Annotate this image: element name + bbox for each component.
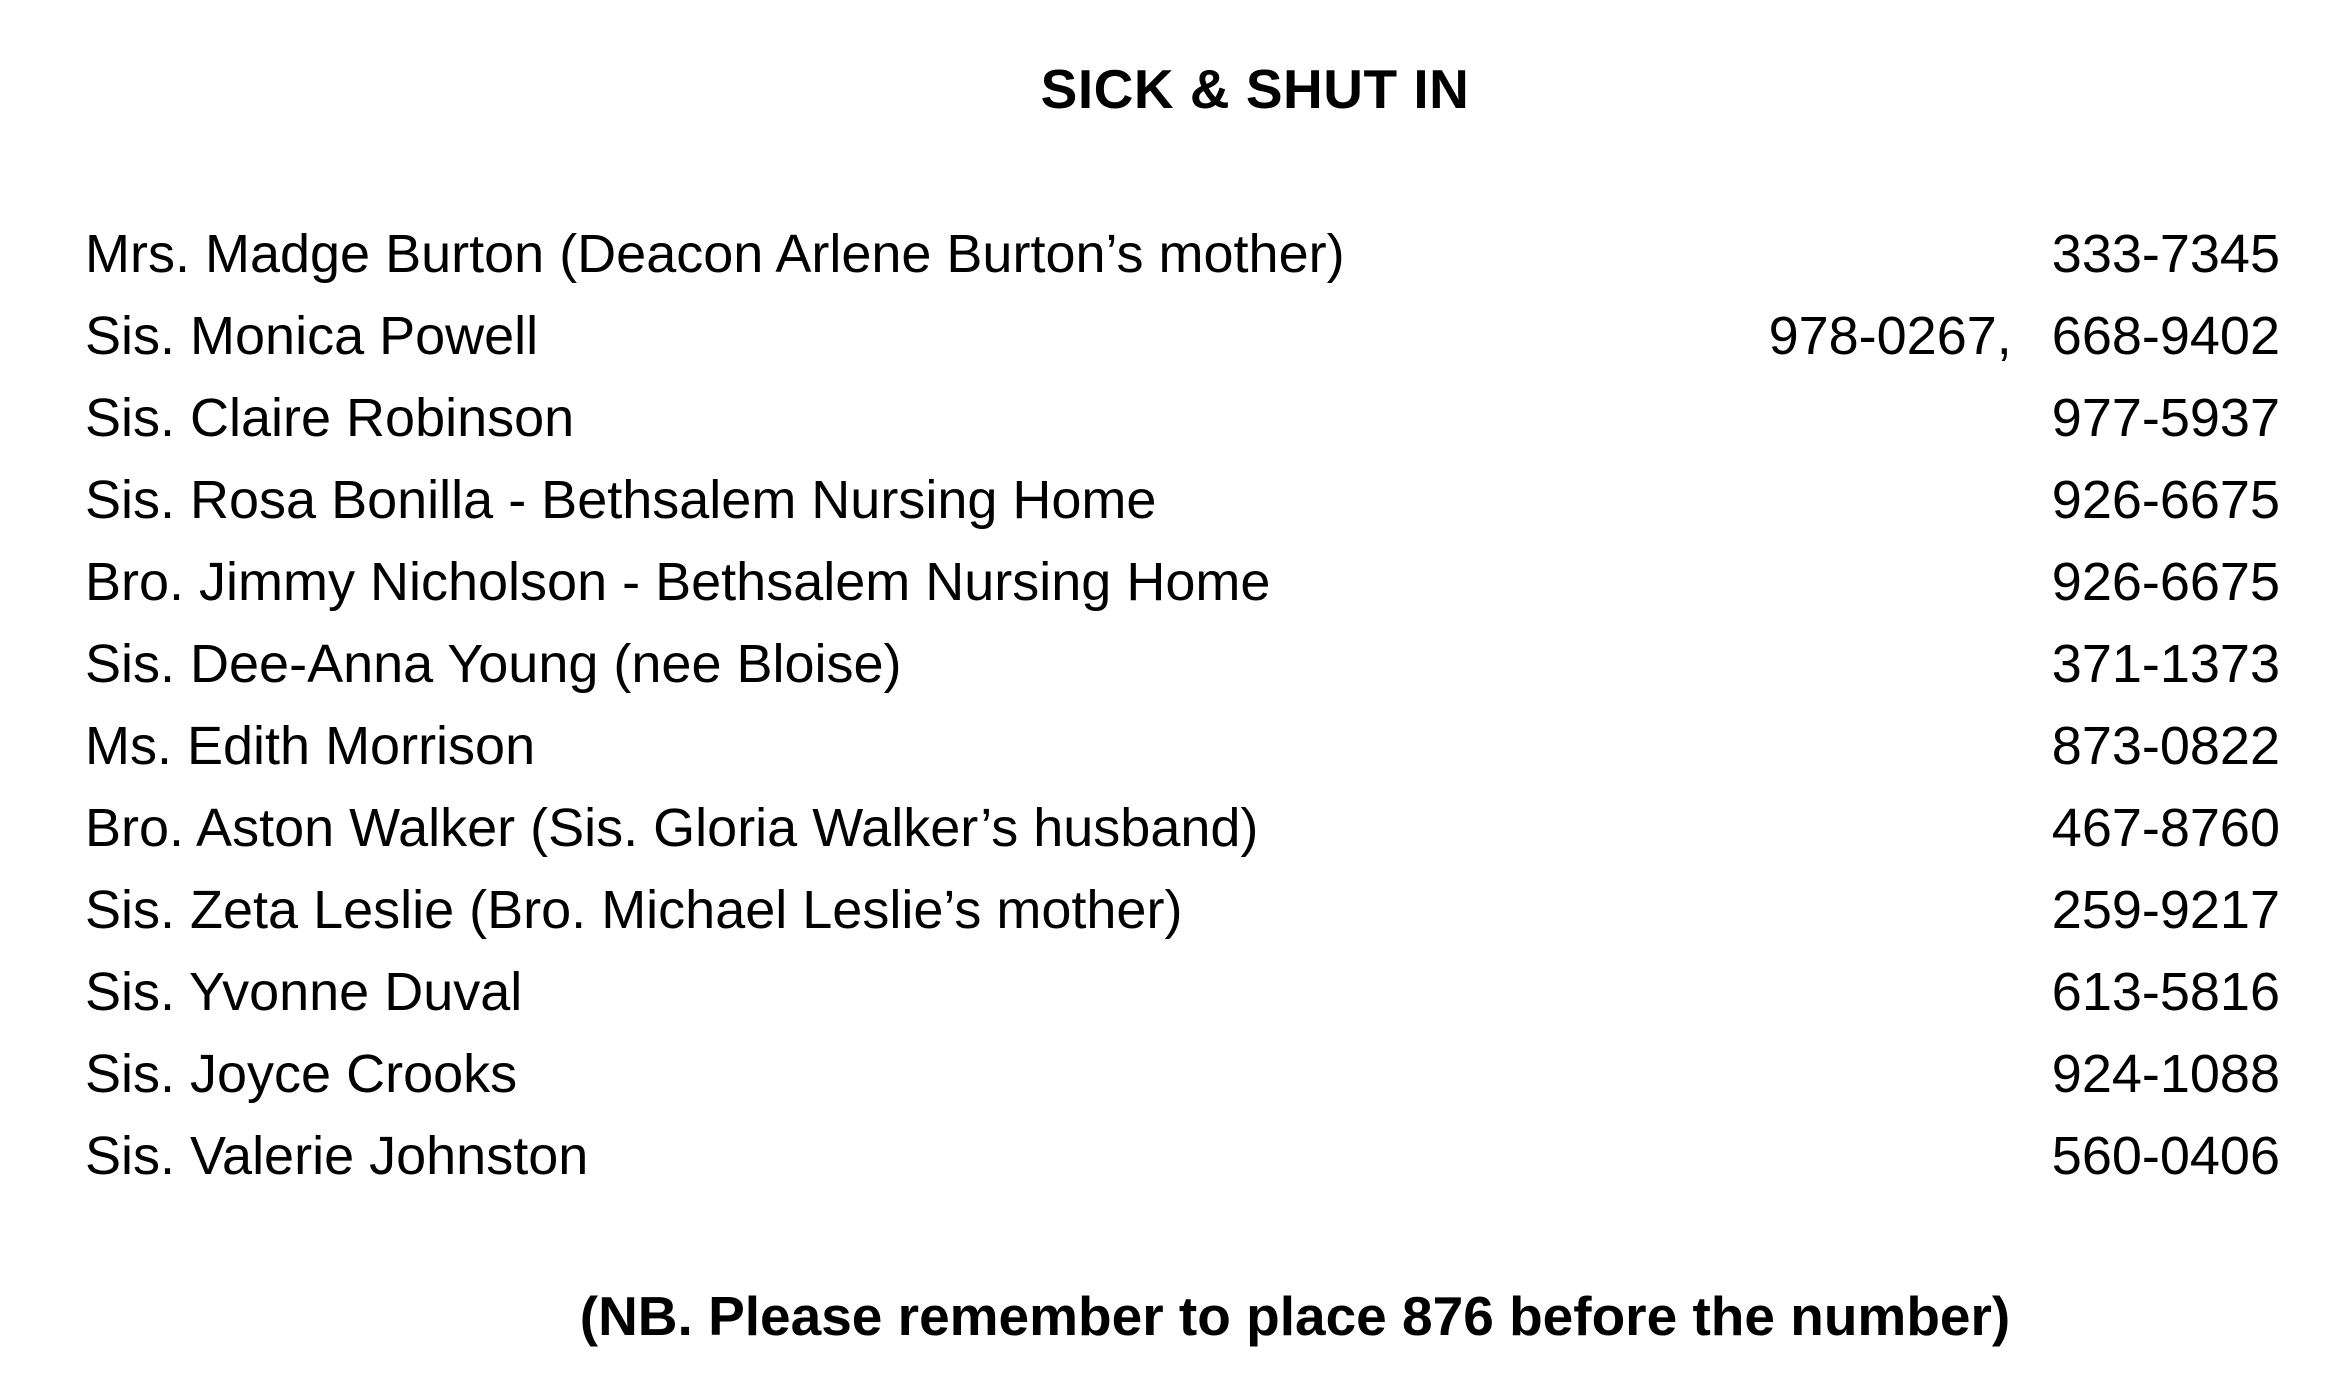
phone-numbers bbox=[2052, 541, 2280, 623]
phone-numbers bbox=[2052, 459, 2280, 541]
list-item bbox=[0, 1033, 2350, 1115]
member-name: Sis. Claire Robinson bbox=[85, 388, 575, 448]
list-item bbox=[0, 869, 2350, 951]
phone-number: 977-5937 bbox=[2051, 388, 2280, 448]
member-name: Ms. Edith Morrison bbox=[85, 716, 536, 776]
phone-number: 926-6675 bbox=[2051, 552, 2280, 612]
list-item bbox=[0, 213, 2350, 295]
page-title: SICK & SHUT IN bbox=[1040, 58, 1470, 120]
list-item bbox=[0, 787, 2350, 869]
phone-number: 873-0822 bbox=[2051, 716, 2280, 776]
sick-shut-in-list bbox=[0, 213, 2350, 1197]
phone-number: 371-1373 bbox=[2051, 634, 2280, 694]
list-item bbox=[0, 951, 2350, 1033]
phone-numbers bbox=[2052, 705, 2280, 787]
list-item bbox=[0, 1115, 2350, 1197]
phone-number: 560-0406 bbox=[2051, 1126, 2280, 1186]
phone-numbers bbox=[2052, 623, 2280, 705]
member-name: Sis. Joyce Crooks bbox=[85, 1044, 518, 1104]
phone-numbers bbox=[2052, 213, 2280, 295]
phone-numbers bbox=[2052, 1033, 2280, 1115]
phone-number: 926-6675 bbox=[2051, 470, 2280, 530]
member-name: Bro. Jimmy Nicholson - Bethsalem Nursing Home bbox=[85, 552, 1271, 612]
list-item bbox=[0, 459, 2350, 541]
member-name: Sis. Valerie Johnston bbox=[85, 1126, 589, 1186]
phone-numbers bbox=[2052, 869, 2280, 951]
list-item bbox=[0, 377, 2350, 459]
member-name: Sis. Yvonne Duval bbox=[85, 962, 523, 1022]
phone-numbers bbox=[2052, 787, 2280, 869]
list-item bbox=[0, 623, 2350, 705]
phone-numbers bbox=[2052, 377, 2280, 459]
phone-number: 333-7345 bbox=[2051, 224, 2280, 284]
phone-number: 613-5816 bbox=[2051, 962, 2280, 1022]
list-item bbox=[0, 705, 2350, 787]
footer-note: (NB. Please remember to place 876 before the number) bbox=[579, 1285, 2011, 1347]
member-name: Mrs. Madge Burton (Deacon Arlene Burton’s mother) bbox=[85, 224, 1345, 284]
phone-number: 978-0267, bbox=[1768, 306, 2012, 366]
phone-numbers bbox=[2052, 1115, 2280, 1197]
member-name: Sis. Monica Powell bbox=[85, 306, 539, 366]
list-item bbox=[0, 541, 2350, 623]
phone-number: 668-9402 bbox=[2051, 306, 2280, 366]
member-name: Sis. Rosa Bonilla - Bethsalem Nursing Home bbox=[85, 470, 1157, 530]
phone-numbers bbox=[2052, 951, 2280, 1033]
member-name: Sis. Dee-Anna Young (nee Bloise) bbox=[85, 634, 902, 694]
member-name: Bro. Aston Walker (Sis. Gloria Walker’s husband) bbox=[85, 798, 1259, 858]
member-name: Sis. Zeta Leslie (Bro. Michael Leslie’s mother) bbox=[85, 880, 1183, 940]
phone-number: 467-8760 bbox=[2051, 798, 2280, 858]
phone-number: 924-1088 bbox=[2051, 1044, 2280, 1104]
phone-number: 259-9217 bbox=[2051, 880, 2280, 940]
list-item bbox=[0, 295, 2350, 377]
phone-numbers bbox=[1769, 295, 2280, 377]
